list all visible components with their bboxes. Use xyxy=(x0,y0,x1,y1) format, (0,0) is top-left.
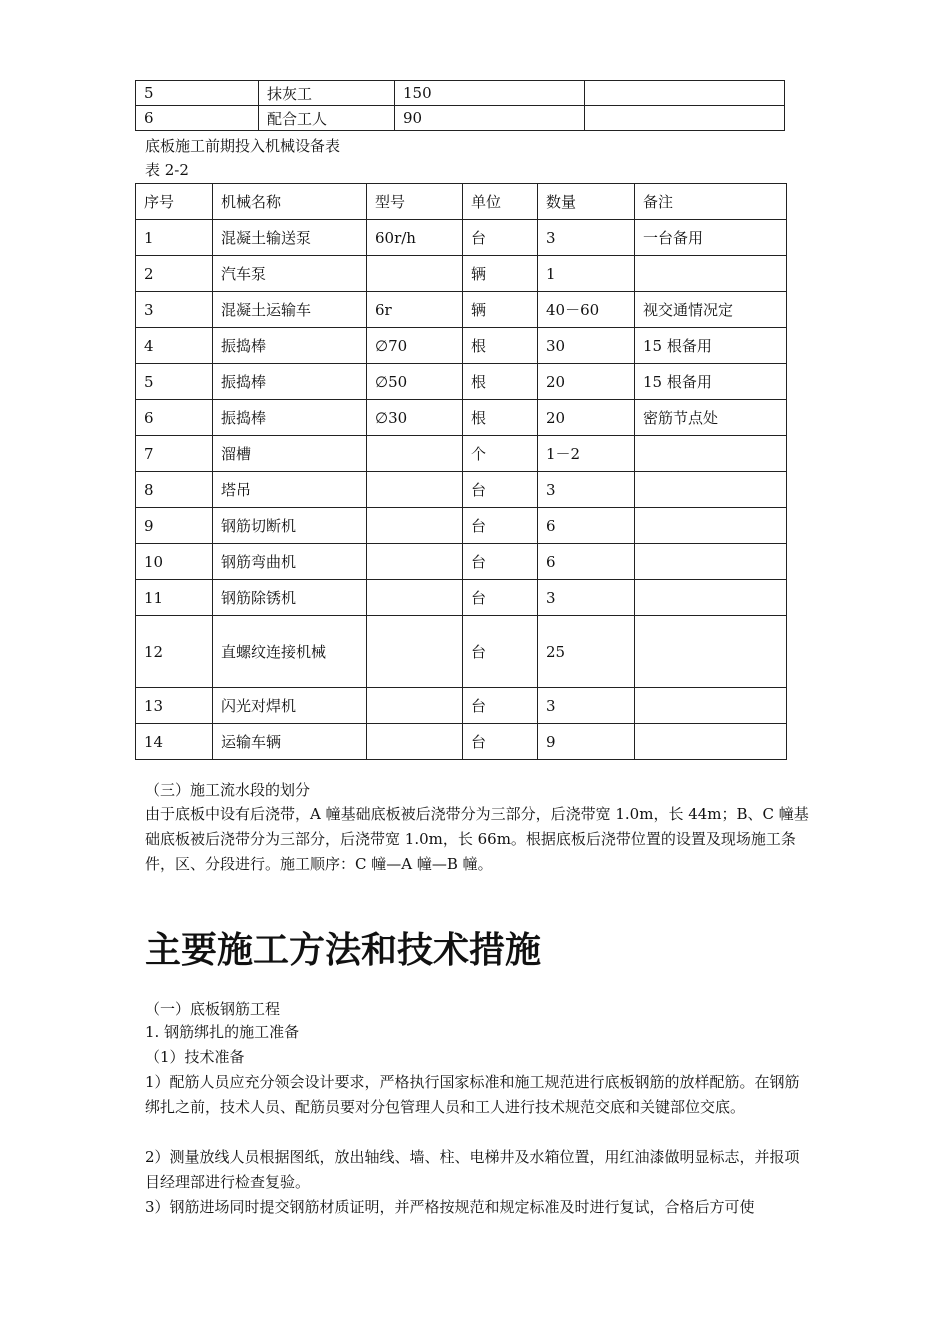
table-row xyxy=(136,688,787,724)
table-cell: 辆 xyxy=(463,256,538,292)
table-cell: ∅30 xyxy=(367,400,463,436)
table-cell: 6 xyxy=(538,508,635,544)
table-cell xyxy=(367,256,463,292)
table-cell xyxy=(585,106,785,131)
table-cell xyxy=(635,508,787,544)
table-cell xyxy=(367,508,463,544)
rebar-heading: （一）底板钢筋工程 xyxy=(145,1000,281,1018)
rebar-subheading-1: 1. 钢筋绑扎的施工准备 xyxy=(145,1023,300,1041)
table-cell: 20 xyxy=(538,400,635,436)
machine-equipment-table xyxy=(135,183,787,760)
table-row xyxy=(136,580,787,616)
table-cell: 20 xyxy=(538,364,635,400)
table-row xyxy=(136,328,787,364)
table-cell: 闪光对焊机 xyxy=(213,688,367,724)
table-cell: 15 根备用 xyxy=(635,364,787,400)
table-cell xyxy=(635,688,787,724)
column-header: 序号 xyxy=(136,184,213,220)
table-cell: 6r xyxy=(367,292,463,328)
table-cell: 密筋节点处 xyxy=(635,400,787,436)
table-cell: 14 xyxy=(136,724,213,760)
table-cell xyxy=(367,688,463,724)
table-cell: 塔吊 xyxy=(213,472,367,508)
table-cell: 根 xyxy=(463,328,538,364)
table-cell: 1－2 xyxy=(538,436,635,472)
column-header: 单位 xyxy=(463,184,538,220)
table-cell: 钢筋切断机 xyxy=(213,508,367,544)
table-cell: 一台备用 xyxy=(635,220,787,256)
table-cell: 10 xyxy=(136,544,213,580)
table-cell: 8 xyxy=(136,472,213,508)
table-cell: 6 xyxy=(136,400,213,436)
table-cell: 3 xyxy=(538,472,635,508)
rebar-paragraph-2: 2）测量放线人员根据图纸，放出轴线、墙、柱、电梯井及水箱位置，用红油漆做明显标志，并报项目经理部进行检查复验。 xyxy=(145,1148,800,1191)
table-cell: 150 xyxy=(395,81,585,106)
table-cell: 混凝土输送泵 xyxy=(213,220,367,256)
table-cell: 台 xyxy=(463,508,538,544)
table-cell: 40－60 xyxy=(538,292,635,328)
table-row xyxy=(136,81,785,106)
table-row xyxy=(136,220,787,256)
table-cell: ∅50 xyxy=(367,364,463,400)
table-cell: 台 xyxy=(463,580,538,616)
table-cell: 根 xyxy=(463,400,538,436)
table-cell: 6 xyxy=(538,544,635,580)
table-row xyxy=(136,616,787,688)
table-cell: 13 xyxy=(136,688,213,724)
table-cell xyxy=(635,580,787,616)
table-cell: 9 xyxy=(136,508,213,544)
table-row xyxy=(136,472,787,508)
rebar-subheading-2: （1）技术准备 xyxy=(145,1048,245,1066)
column-header: 机械名称 xyxy=(213,184,367,220)
table-cell: 台 xyxy=(463,688,538,724)
table-cell: 混凝土运输车 xyxy=(213,292,367,328)
table-cell xyxy=(367,472,463,508)
table-cell: 12 xyxy=(136,616,213,688)
table-cell xyxy=(635,616,787,688)
table-cell: 25 xyxy=(538,616,635,688)
table-row xyxy=(136,508,787,544)
section-3-heading: （三）施工流水段的划分 xyxy=(145,781,311,799)
table-row xyxy=(136,106,785,131)
table-cell: 7 xyxy=(136,436,213,472)
table-cell: 11 xyxy=(136,580,213,616)
table-row xyxy=(136,256,787,292)
table-cell: 振捣棒 xyxy=(213,364,367,400)
table-cell: 1 xyxy=(136,220,213,256)
rebar-paragraph-3: 3）钢筋进场同时提交钢筋材质证明，并严格按规范和规定标准及时进行复试，合格后方可使 xyxy=(145,1198,755,1216)
column-header: 备注 xyxy=(635,184,787,220)
table-cell xyxy=(367,544,463,580)
table-cell: 5 xyxy=(136,364,213,400)
table-cell: 视交通情况定 xyxy=(635,292,787,328)
table-cell: 15 根备用 xyxy=(635,328,787,364)
table-cell: 3 xyxy=(538,220,635,256)
table-cell xyxy=(635,472,787,508)
table-cell: 辆 xyxy=(463,292,538,328)
table-cell: 台 xyxy=(463,724,538,760)
table-cell: 60r/h xyxy=(367,220,463,256)
table-cell: 台 xyxy=(463,220,538,256)
table-cell: 个 xyxy=(463,436,538,472)
table-cell: 台 xyxy=(463,616,538,688)
table-cell: 振捣棒 xyxy=(213,328,367,364)
table-number: 表 2-2 xyxy=(145,161,189,179)
column-header: 数量 xyxy=(538,184,635,220)
table-cell: 5 xyxy=(136,81,259,106)
main-heading: 主要施工方法和技术措施 xyxy=(145,929,542,971)
table-cell: 3 xyxy=(136,292,213,328)
table-row xyxy=(136,364,787,400)
table-cell xyxy=(367,436,463,472)
table-row xyxy=(136,544,787,580)
table-header-row xyxy=(136,184,787,220)
table-cell: 3 xyxy=(538,688,635,724)
table-cell xyxy=(367,580,463,616)
table-row xyxy=(136,292,787,328)
column-header: 型号 xyxy=(367,184,463,220)
table-cell: ∅70 xyxy=(367,328,463,364)
table-cell: 4 xyxy=(136,328,213,364)
rebar-paragraph-1: 1）配筋人员应充分领会设计要求，严格执行国家标准和施工规范进行底板钢筋的放样配筋。在钢筋绑扎之前，技术人员、配筋员要对分包管理人员和工人进行技术规范交底和关键部位交底。 xyxy=(145,1073,800,1116)
table-row xyxy=(136,724,787,760)
table-cell: 台 xyxy=(463,544,538,580)
table-cell: 溜槽 xyxy=(213,436,367,472)
table-cell xyxy=(367,616,463,688)
table-cell: 抹灰工 xyxy=(259,81,395,106)
table-cell: 运输车辆 xyxy=(213,724,367,760)
table-cell: 90 xyxy=(395,106,585,131)
table-row xyxy=(136,400,787,436)
table-cell xyxy=(367,724,463,760)
table-cell xyxy=(635,544,787,580)
table-cell: 2 xyxy=(136,256,213,292)
table-cell xyxy=(635,724,787,760)
table-cell xyxy=(585,81,785,106)
table-cell: 钢筋弯曲机 xyxy=(213,544,367,580)
table-cell: 钢筋除锈机 xyxy=(213,580,367,616)
table-cell: 台 xyxy=(463,472,538,508)
table-row xyxy=(136,436,787,472)
table-cell: 汽车泵 xyxy=(213,256,367,292)
table-cell xyxy=(635,256,787,292)
table-cell: 30 xyxy=(538,328,635,364)
table-cell: 3 xyxy=(538,580,635,616)
table-cell: 振捣棒 xyxy=(213,400,367,436)
labor-table xyxy=(135,80,785,131)
section-3-paragraph: 由于底板中设有后浇带，A 幢基础底板被后浇带分为三部分，后浇带宽 1.0m，长 44m；B、C 幢基础底板被后浇带分为三部分，后浇带宽 1.0m，长 66m。根据底板后浇带位置的设置及现场施工条件，区、分段进行。施工顺序：C 幢—A 幢—B 幢。 xyxy=(145,805,809,873)
table-cell: 1 xyxy=(538,256,635,292)
table-cell xyxy=(635,436,787,472)
table-cell: 根 xyxy=(463,364,538,400)
table-cell: 9 xyxy=(538,724,635,760)
machine-table-title: 底板施工前期投入机械设备表 xyxy=(145,137,341,155)
table-cell: 6 xyxy=(136,106,259,131)
table-cell: 直螺纹连接机械 xyxy=(213,616,367,688)
table-cell: 配合工人 xyxy=(259,106,395,131)
